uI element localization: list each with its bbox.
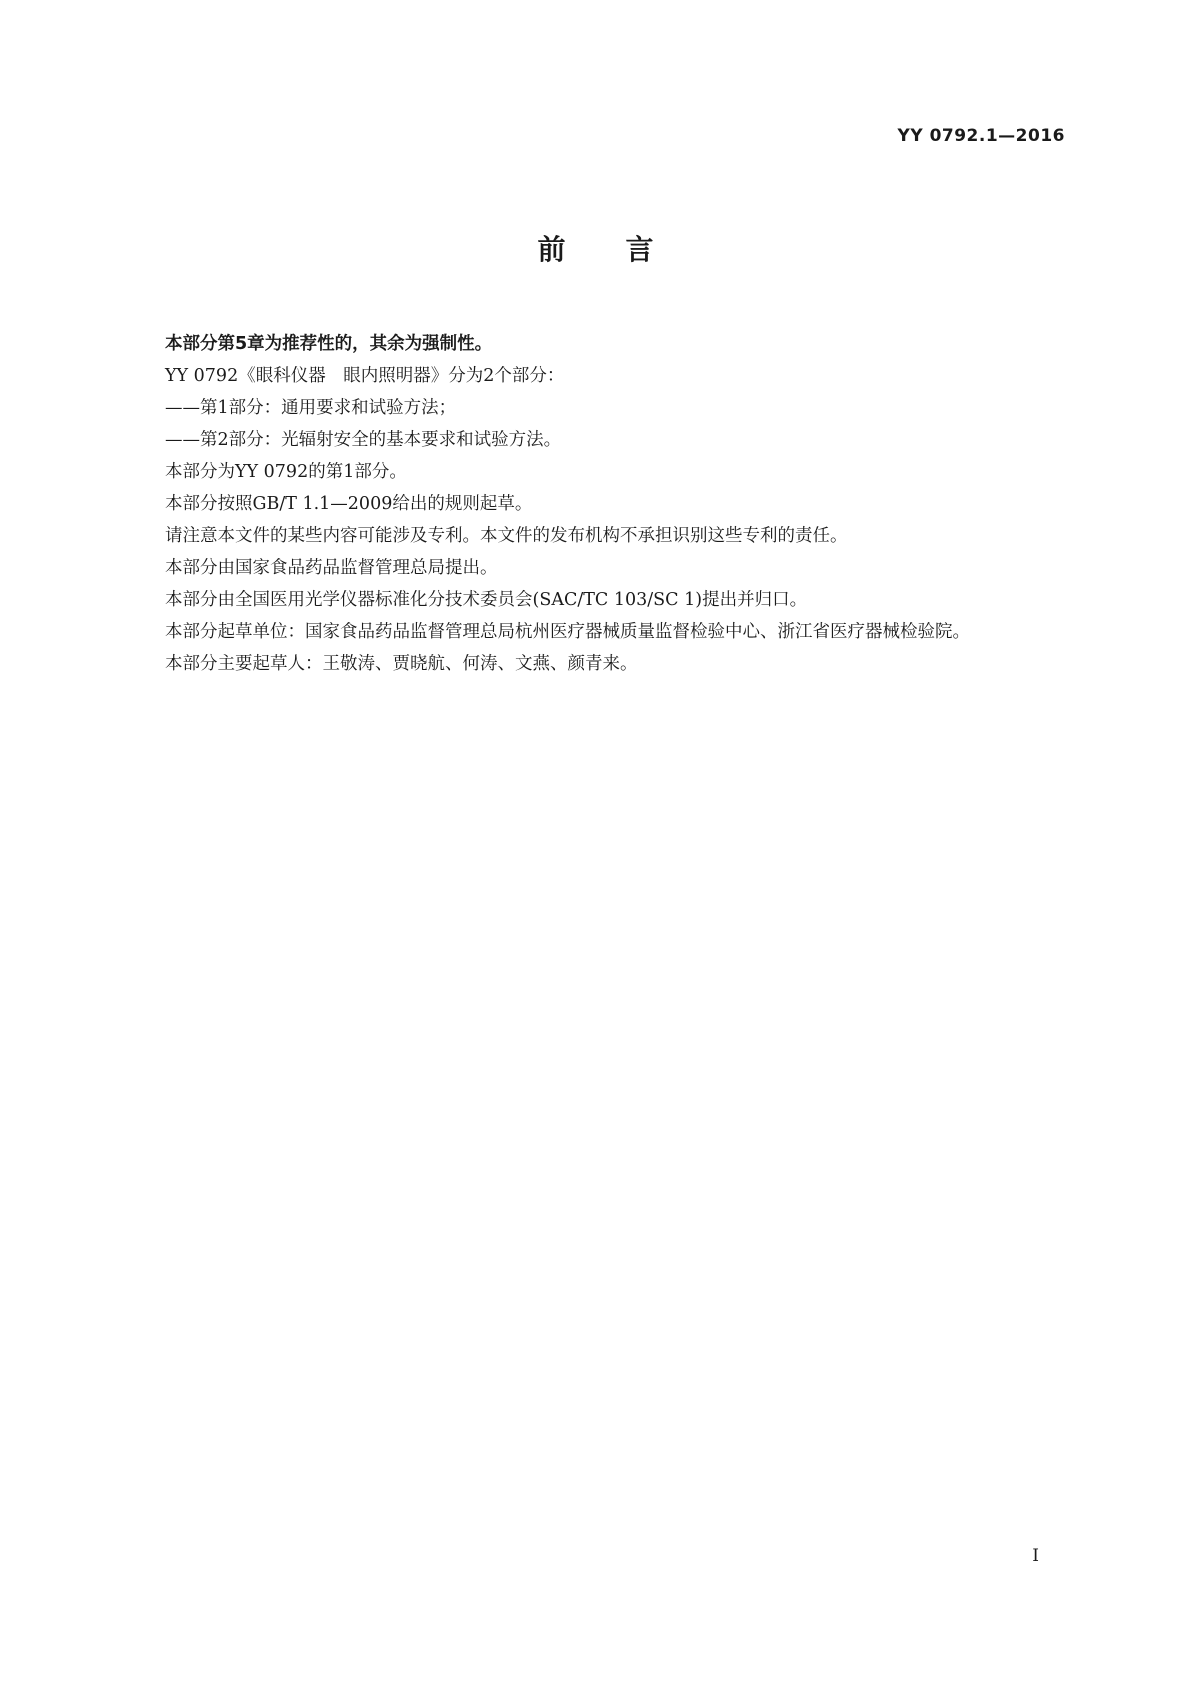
paragraph-committee: 本部分由全国医用光学仪器标准化分技术委员会(SAC/TC 103/SC 1)提出并归口。 bbox=[165, 590, 808, 610]
page-title: 前言 bbox=[537, 233, 714, 266]
foreword-body bbox=[130, 328, 1060, 680]
standard-number: YY 0792.1—2016 bbox=[897, 126, 1065, 146]
paragraph-proposed-by: 本部分由国家食品药品监督管理总局提出。 bbox=[165, 558, 498, 578]
paragraph-this-part: 本部分为YY 0792的第1部分。 bbox=[165, 462, 407, 482]
page-number: I bbox=[1032, 1546, 1039, 1566]
paragraph-drafting-units: 本部分起草单位：国家食品药品监督管理总局杭州医疗器械质量监督检验中心、浙江省医疗器械检验院。 bbox=[165, 622, 970, 642]
paragraph-drafting-rules: 本部分按照GB/T 1.1—2009给出的规则起草。 bbox=[165, 494, 533, 514]
paragraph-drafters: 本部分主要起草人：王敬涛、贾晓航、何涛、文燕、颜青来。 bbox=[165, 654, 638, 674]
paragraph-patent-notice: 请注意本文件的某些内容可能涉及专利。本文件的发布机构不承担识别这些专利的责任。 bbox=[165, 526, 848, 546]
paragraph-mandatory-note: 本部分第5章为推荐性的，其余为强制性。 bbox=[165, 334, 493, 354]
paragraph-part-2: ——第2部分：光辐射安全的基本要求和试验方法。 bbox=[165, 430, 562, 450]
paragraph-part-1: ——第1部分：通用要求和试验方法； bbox=[165, 398, 457, 418]
paragraph-parts-intro: YY 0792《眼科仪器 眼内照明器》分为2个部分： bbox=[165, 366, 565, 386]
